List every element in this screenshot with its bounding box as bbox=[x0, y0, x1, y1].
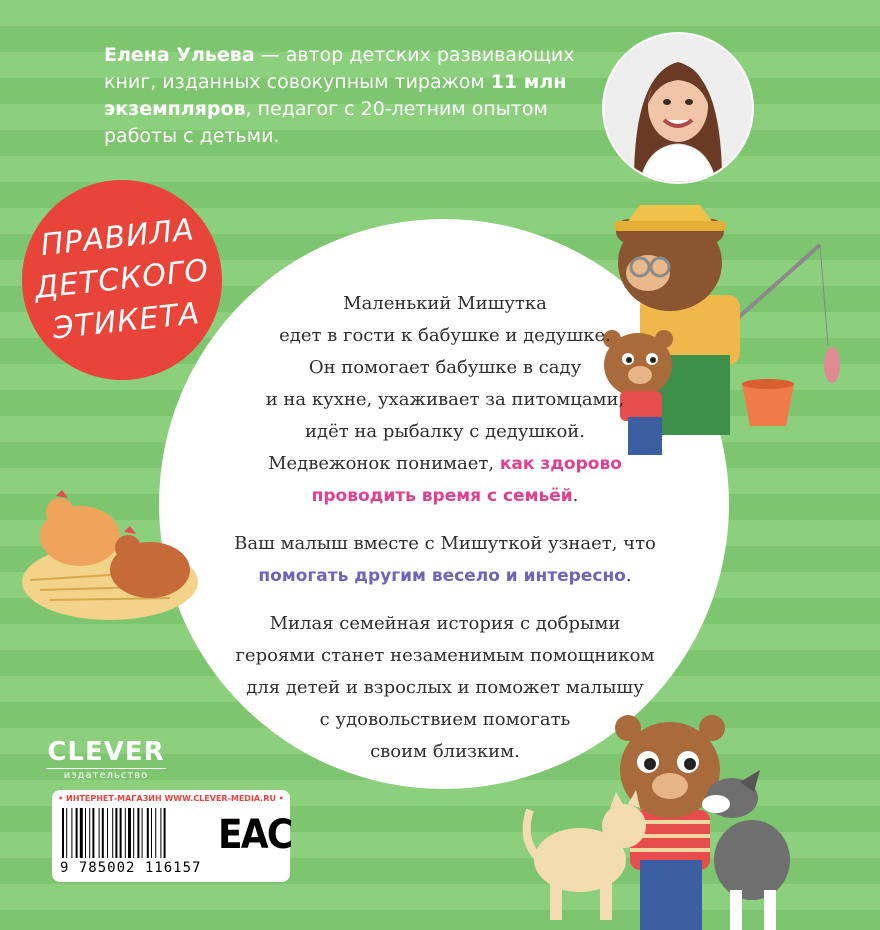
author-name: Елена Ульева bbox=[104, 44, 255, 66]
para3-line-4: с удовольствием помогать bbox=[319, 709, 571, 730]
eac-mark: ЕАС bbox=[218, 812, 292, 858]
fish-icon bbox=[824, 347, 840, 383]
dog-illustration bbox=[702, 770, 790, 930]
author-intro-text-1: — автор детских развивающих книг, изданных совокупным тиражом bbox=[104, 44, 575, 93]
publisher-logo-sub: издательство bbox=[46, 768, 166, 781]
badge-line-3: ЭТИКЕТА bbox=[50, 296, 202, 347]
para3-line-5: своим близким. bbox=[370, 741, 520, 762]
para3-line-3: для детей и взрослых и поможет малышу bbox=[246, 677, 644, 698]
para1-line-6: Медвежонок понимает, bbox=[268, 453, 500, 474]
para2-start: Ваш малыш вместе с Мишуткой узнает, что bbox=[234, 533, 656, 554]
isbn-number: 9 785002 116157 bbox=[60, 860, 202, 876]
description-paragraph-2 bbox=[190, 528, 700, 592]
publisher-logo-text: CLEVER bbox=[47, 737, 165, 767]
hens-illustration bbox=[20, 490, 200, 630]
author-photo-icon bbox=[604, 34, 752, 182]
para1-line-1: Маленький Мишутка bbox=[343, 293, 547, 314]
description-paragraph-3 bbox=[190, 608, 700, 768]
para1-line-4: и на кухне, ухаживает за питомцами, bbox=[265, 389, 625, 410]
para1-highlight-b: проводить время с семьёй bbox=[311, 486, 573, 506]
online-shop-label: • ИНТЕРНЕТ-МАГАЗИН WWW.CLEVER-MEDIA.RU • bbox=[58, 794, 284, 803]
author-intro bbox=[104, 42, 584, 150]
para2-highlight: помогать другим весело и интересно bbox=[258, 566, 626, 586]
para1-end: . bbox=[572, 485, 579, 506]
bucket-icon bbox=[738, 378, 798, 428]
para3-line-1: Милая семейная история с добрыми bbox=[269, 613, 621, 634]
para3-line-2: героями станет незаменимым помощником bbox=[235, 645, 655, 666]
publisher-logo bbox=[46, 738, 166, 781]
para2-end: . bbox=[625, 565, 632, 586]
para1-highlight-a: как здорово bbox=[499, 454, 622, 474]
para1-line-5: идёт на рыбалку с дедушкой. bbox=[304, 421, 586, 442]
badge-line-2: ДЕТСКОГО bbox=[33, 252, 211, 307]
para1-line-2: едет в гости к бабушке и дедушке. bbox=[279, 325, 611, 346]
badge-line-1: ПРАВИЛА bbox=[39, 212, 197, 264]
description-text bbox=[190, 288, 700, 784]
author-photo bbox=[604, 34, 752, 182]
description-paragraph-1 bbox=[190, 288, 700, 512]
author-intro-text-2: , педагог с 20-летним опытом работы с детьми. bbox=[104, 98, 548, 147]
barcode-icon bbox=[62, 808, 222, 860]
para1-line-3: Он помогает бабушке в саду bbox=[308, 357, 582, 378]
author-circulation: 11 млн экземпляров bbox=[104, 71, 567, 120]
cat-illustration bbox=[527, 790, 646, 920]
